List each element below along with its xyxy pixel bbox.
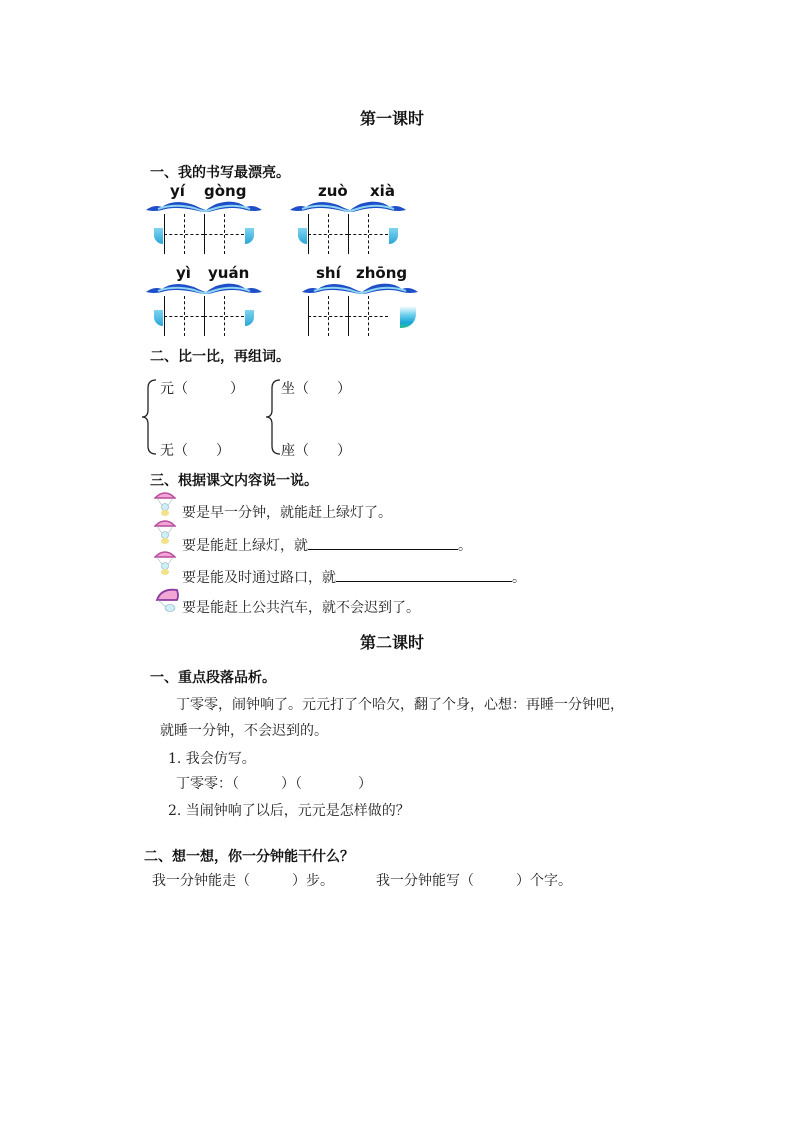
- answer-parens[interactable]: （ ）: [174, 381, 244, 397]
- passage-line-2: 就睡一分钟，不会迟到的。: [160, 723, 328, 739]
- pinyin-label: gòng: [204, 182, 247, 200]
- drop-decoration-icon: [154, 310, 163, 326]
- parachute-icon: [154, 549, 176, 577]
- wave-decoration-icon: [144, 198, 264, 214]
- passage-line-1: 丁零零，闹钟响了。元元打了个哈欠，翻了个身，心想：再睡一分钟吧，: [176, 697, 624, 713]
- drop-decoration-icon: [298, 228, 307, 244]
- compare-char: 坐: [281, 381, 295, 397]
- writing-cell[interactable]: [308, 214, 348, 254]
- writing-grid[interactable]: [164, 296, 246, 336]
- compare-char: 座: [281, 443, 295, 459]
- retell-line: 要是能赶上绿灯，就 。: [182, 535, 472, 555]
- compare-item: [160, 440, 230, 460]
- writing-cell[interactable]: [164, 296, 204, 336]
- section-heading-think: 二、想一想，你一分钟能干什么？: [144, 849, 354, 865]
- section-heading-retell: 三、根据课文内容说一说。: [150, 473, 318, 489]
- parachute-icon: [154, 518, 176, 546]
- writing-cell[interactable]: [204, 296, 244, 336]
- tianzi-grid-card: [300, 264, 420, 334]
- compare-item: [160, 378, 244, 398]
- section-heading-writing: 一、我的书写最漂亮。: [150, 165, 290, 181]
- pinyin-label: yí: [170, 182, 185, 200]
- wave-decoration-icon: [144, 280, 264, 296]
- writing-grid[interactable]: [164, 214, 246, 254]
- lesson1-title: 第一课时: [360, 109, 425, 128]
- tianzi-grid-card: [144, 182, 264, 252]
- drop-decoration-icon: [389, 228, 398, 244]
- question-1: 1. 我会仿写。: [168, 751, 256, 767]
- left-brace-icon: [140, 378, 158, 456]
- answer-blank[interactable]: [308, 535, 458, 550]
- pinyin-label: zuò: [318, 182, 348, 200]
- answer-parens[interactable]: （ ）: [174, 443, 230, 459]
- section-heading-compare: 二、比一比，再组词。: [150, 349, 290, 365]
- tianzi-grid-card: [144, 264, 264, 334]
- retell-line: 要是早一分钟，就能赶上绿灯了。: [182, 505, 392, 521]
- wave-decoration-icon: [288, 198, 408, 214]
- drop-decoration-icon: [245, 228, 254, 244]
- writing-grid[interactable]: [308, 214, 390, 254]
- writing-cell[interactable]: [164, 214, 204, 254]
- writing-cell[interactable]: [348, 214, 388, 254]
- writing-cell[interactable]: [348, 296, 388, 336]
- think-item-write[interactable]: 我一分钟能写（ ）个字。: [376, 873, 572, 889]
- compare-char: 元: [160, 381, 174, 397]
- think-item-walk[interactable]: 我一分钟能走（ ）步。: [152, 873, 334, 889]
- question-2: 2. 当闹钟响了以后，元元是怎样做的？: [168, 803, 410, 819]
- answer-parens[interactable]: （ ）: [295, 381, 351, 397]
- wave-decoration-icon: [300, 280, 420, 296]
- compare-char: 无: [160, 443, 174, 459]
- pinyin-label: shí: [316, 264, 341, 282]
- left-brace-icon: [264, 378, 282, 456]
- retell-line: 要是能及时通过路口，就 。: [182, 567, 526, 587]
- question-1-answer[interactable]: 丁零零：（ ）（ ）: [176, 776, 372, 792]
- writing-cell[interactable]: [204, 214, 244, 254]
- lesson2-title: 第二课时: [360, 633, 425, 652]
- writing-cell[interactable]: [308, 296, 348, 336]
- pinyin-label: yì: [176, 264, 191, 282]
- answer-parens[interactable]: （ ）: [295, 443, 351, 459]
- retell-line: 要是能赶上公共汽车，就不会迟到了。: [182, 600, 420, 616]
- pinyin-label: zhōng: [356, 264, 408, 282]
- section-heading-analysis: 一、重点段落品析。: [150, 670, 276, 686]
- writing-grid[interactable]: [308, 296, 390, 336]
- pinyin-label: yuán: [208, 264, 250, 282]
- compare-item: [281, 378, 351, 398]
- drop-decoration-icon: [245, 310, 254, 326]
- pinyin-label: xià: [370, 182, 395, 200]
- parachute-icon: [154, 490, 176, 518]
- answer-blank[interactable]: [336, 567, 512, 582]
- parachute-icon: [155, 588, 181, 614]
- compare-item: [281, 440, 351, 460]
- drop-decoration-icon: [400, 306, 416, 328]
- drop-decoration-icon: [154, 228, 163, 244]
- tianzi-grid-card: [288, 182, 408, 252]
